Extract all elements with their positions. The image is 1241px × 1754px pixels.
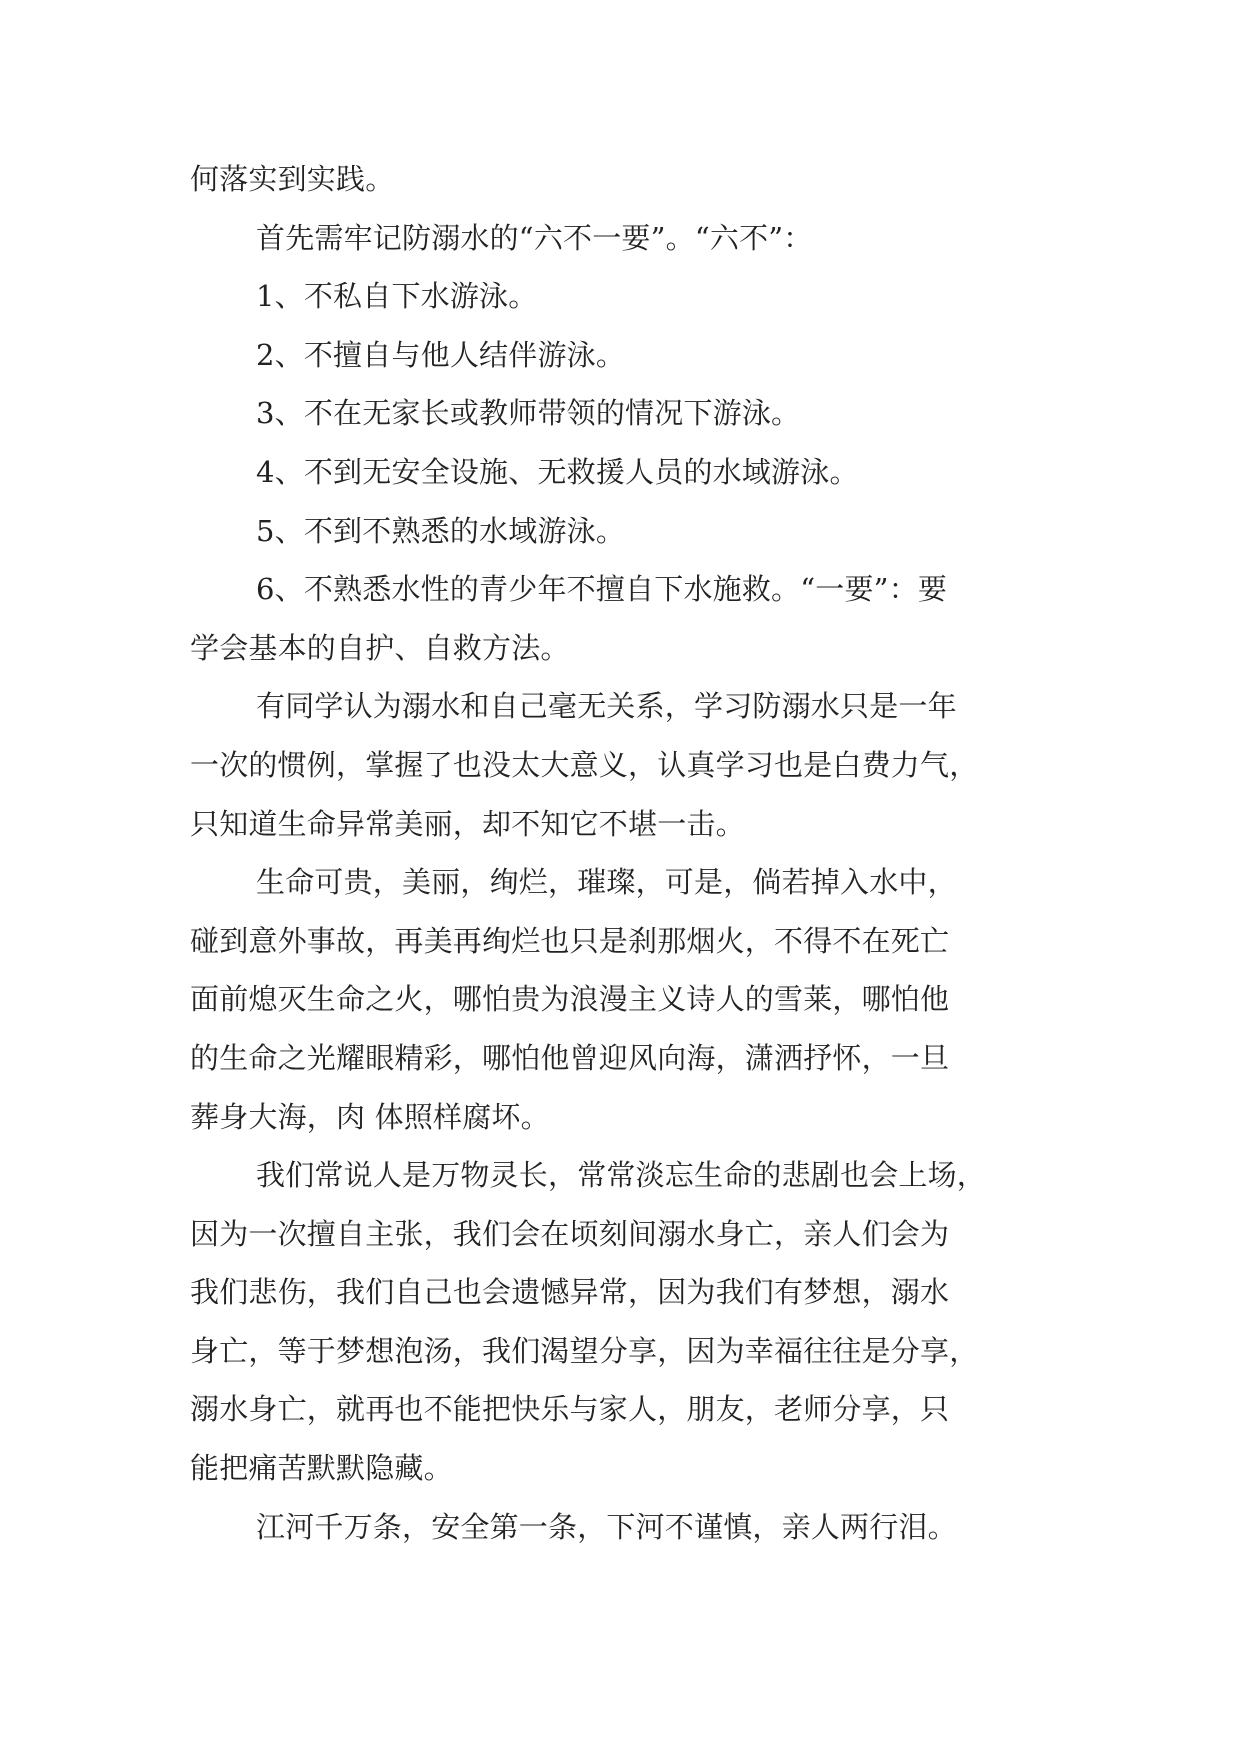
text-line: 江河千万条，安全第一条，下河不谨慎，亲人两行泪。 <box>256 1509 957 1544</box>
text-line: 面前熄灭生命之火，哪怕贵为浪漫主义诗人的雪莱，哪怕他 <box>190 982 950 1017</box>
text-line: 生命可贵，美丽，绚烂，璀璨，可是，倘若掉入水中， <box>256 865 957 900</box>
text-line: 溺水身亡，就再也不能把快乐与家人，朋友，老师分享，只 <box>190 1392 950 1427</box>
list-item: 5、不到不熟悉的水域游泳。 <box>256 513 626 548</box>
text-line: 何落实到实践。 <box>190 162 395 196</box>
text-line: 只知道生命异常美丽，却不知它不堪一击。 <box>190 806 745 841</box>
list-item: 6、不熟悉水性的青少年不擅自下水施救。“一要”：要 <box>256 572 948 607</box>
text-line: 能把痛苦默默隐藏。 <box>190 1451 453 1486</box>
list-item: 3、不在无家长或教师带领的情况下游泳。 <box>256 396 801 431</box>
text-line: 我们常说人是万物灵长，常常淡忘生命的悲剧也会上场， <box>256 1158 987 1193</box>
list-item: 2、不擅自与他人结伴游泳。 <box>256 337 626 372</box>
text-line: 碰到意外事故，再美再绚烂也只是刹那烟火，不得不在死亡 <box>190 923 950 958</box>
text-line: 因为一次擅自主张，我们会在顷刻间溺水身亡，亲人们会为 <box>190 1216 950 1251</box>
text-line: 学会基本的自护、自救方法。 <box>190 630 570 665</box>
list-item: 1、不私自下水游泳。 <box>256 279 538 314</box>
list-item: 4、不到无安全设施、无救援人员的水域游泳。 <box>256 454 859 489</box>
text-line: 葬身大海，肉 体照样腐坏。 <box>190 1099 550 1134</box>
text-line: 首先需牢记防溺水的“六不一要”。“六不”： <box>256 220 813 255</box>
text-line: 的生命之光耀眼精彩，哪怕他曾迎风向海，潇洒抒怀，一旦 <box>190 1040 950 1075</box>
text-line: 我们悲伤，我们自己也会遗憾异常，因为我们有梦想，溺水 <box>190 1275 950 1310</box>
text-line: 有同学认为溺水和自己毫无关系，学习防溺水只是一年 <box>256 689 957 724</box>
document-body <box>190 150 1070 1556</box>
text-line: 身亡，等于梦想泡汤，我们渴望分享，因为幸福往往是分享， <box>190 1333 979 1368</box>
text-line: 一次的惯例，掌握了也没太大意义，认真学习也是白费力气， <box>190 747 979 782</box>
